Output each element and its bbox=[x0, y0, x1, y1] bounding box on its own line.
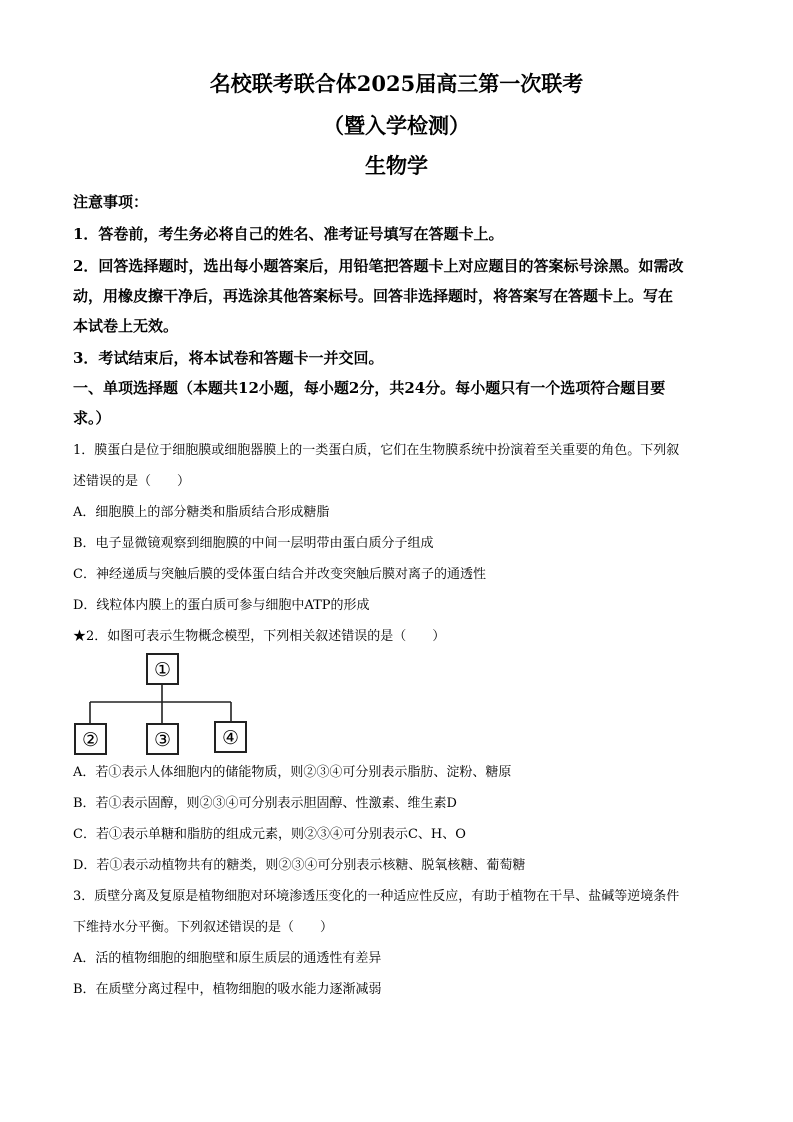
q3-option-b: B．在质壁分离过程中，植物细胞的吸水能力逐渐减弱 bbox=[73, 982, 382, 997]
q1-stem-line-2: 述错误的是（ ） bbox=[73, 474, 191, 489]
node-middle-label: ③ bbox=[153, 729, 172, 751]
note-item-2-line-1: 2．回答选择题时，选出每小题答案后，用铅笔把答题卡上对应题目的答案标号涂黑。如需改 bbox=[73, 257, 684, 275]
q3-option-a: A．活的植物细胞的细胞壁和原生质层的通透性有差异 bbox=[73, 951, 382, 966]
note-item-3: 3．考试结束后，将本试卷和答题卡一并交回。 bbox=[73, 349, 384, 367]
section-heading-line-1: 一、单项选择题（本题共12小题，每小题2分，共24分。每小题只有一个选项符合题目要 bbox=[73, 379, 666, 397]
node-left bbox=[75, 724, 106, 754]
note-item-2-line-3: 本试卷上无效。 bbox=[73, 317, 179, 335]
note-item-2-line-2: 动，用橡皮擦干净后，再选涂其他答案标号。回答非选择题时，将答案写在答题卡上。写在 bbox=[73, 287, 674, 305]
q1-option-c: C．神经递质与突触后膜的受体蛋白结合并改变突触后膜对离子的通透性 bbox=[73, 567, 486, 582]
q3-stem-line-2: 下维持水分平衡。下列叙述错误的是（ ） bbox=[73, 920, 334, 935]
q2-option-b: B．若①表示固醇，则②③④可分别表示胆固醇、性激素、维生素D bbox=[73, 796, 457, 811]
q2-stem: ★2．如图可表示生物概念模型，下列相关叙述错误的是（ ） bbox=[73, 629, 446, 644]
node-left-label: ② bbox=[81, 729, 100, 751]
section-heading-line-2: 求。） bbox=[73, 409, 111, 427]
notes-heading: 注意事项： bbox=[73, 193, 149, 211]
q1-option-a: A．细胞膜上的部分糖类和脂质结合形成糖脂 bbox=[73, 505, 330, 520]
concept-model-diagram bbox=[73, 652, 248, 756]
q2-option-c: C．若①表示单糖和脂肪的组成元素，则②③④可分别表示C、H、O bbox=[73, 827, 466, 842]
q1-option-d: D．线粒体内膜上的蛋白质可参与细胞中ATP的形成 bbox=[73, 598, 370, 613]
q2-option-a: A．若①表示人体细胞内的储能物质，则②③④可分别表示脂肪、淀粉、糖原 bbox=[73, 765, 512, 780]
node-right-label: ④ bbox=[221, 727, 240, 749]
exam-title: 名校联考联合体2025届高三第一次联考 bbox=[209, 71, 584, 96]
node-top bbox=[147, 654, 178, 684]
exam-subtitle: （暨入学检测） bbox=[323, 113, 470, 138]
node-middle bbox=[147, 724, 178, 754]
note-item-1: 1．答卷前，考生务必将自己的姓名、准考证号填写在答题卡上。 bbox=[73, 225, 504, 243]
exam-subject: 生物学 bbox=[365, 153, 428, 178]
node-top-label: ① bbox=[153, 659, 172, 681]
q2-option-d: D．若①表示动植物共有的糖类，则②③④可分别表示核糖、脱氧核糖、葡萄糖 bbox=[73, 858, 526, 873]
node-right bbox=[215, 722, 246, 752]
q1-stem-line-1: 1．膜蛋白是位于细胞膜或细胞器膜上的一类蛋白质，它们在生物膜系统中扮演着至关重要的角色。下列叙 bbox=[73, 443, 680, 458]
q3-stem-line-1: 3．质壁分离及复原是植物细胞对环境渗透压变化的一种适应性反应，有助于植物在干旱、盐碱等逆境条件 bbox=[73, 889, 680, 904]
q1-option-b: B．电子显微镜观察到细胞膜的中间一层明带由蛋白质分子组成 bbox=[73, 536, 434, 551]
